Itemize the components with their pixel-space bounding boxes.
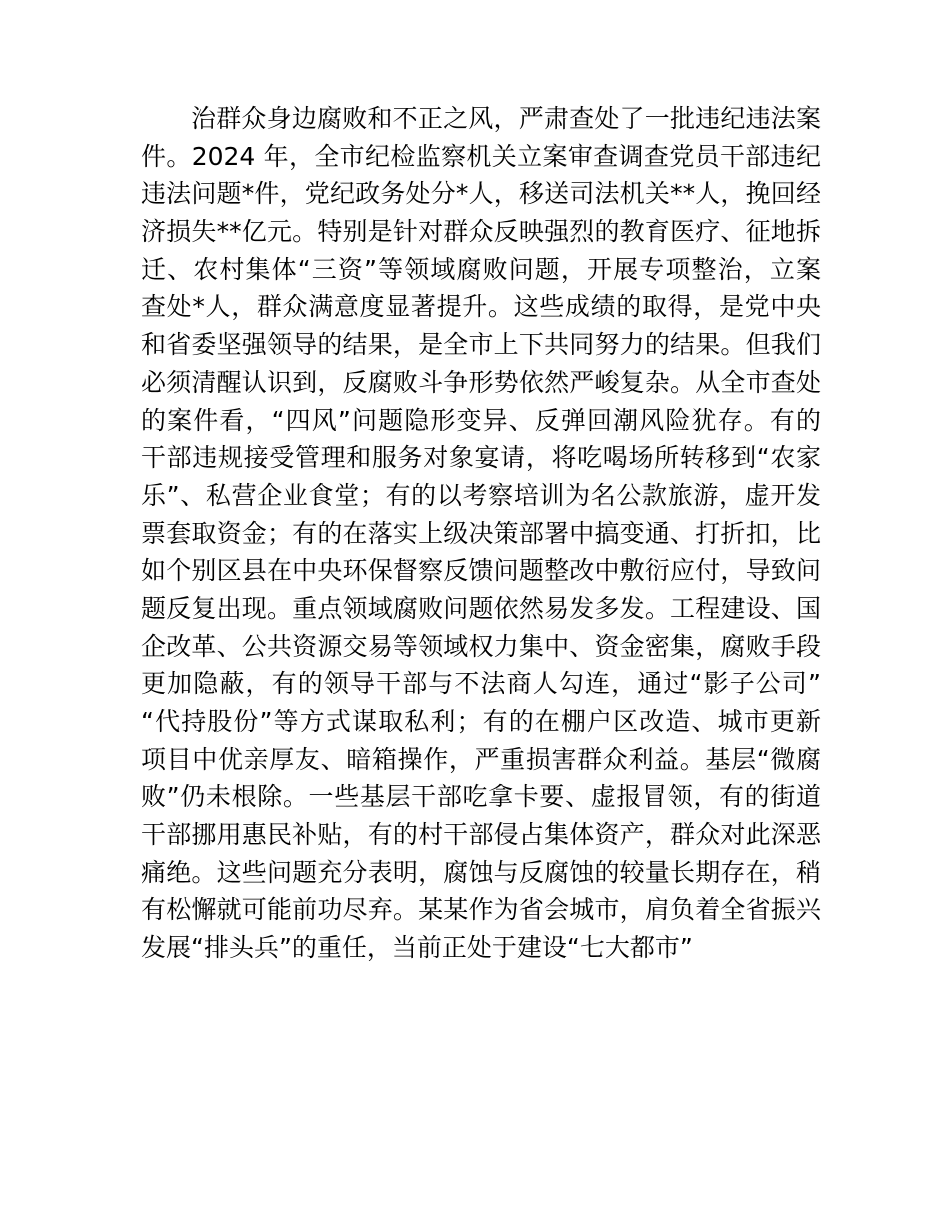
text-line: “代持股份”等方式谋取私利；有的在棚户区改造、城市更新 bbox=[141, 707, 821, 736]
text-line: 票套取资金；有的在落实上级决策部署中搞变通、打折扣，比 bbox=[141, 518, 821, 548]
text-line: 有松懈就可能前功尽弃。某某作为省会城市，肩负着全省振兴 bbox=[141, 895, 821, 925]
text-line: 治群众身边腐败和不正之风，严肃查处了一批违纪违法案 bbox=[191, 104, 821, 133]
text-line: 痛绝。这些问题充分表明，腐蚀与反腐蚀的较量长期存在，稍 bbox=[141, 857, 821, 887]
text-line: 件。2024 年，全市纪检监察机关立案审查调查党员干部违纪 bbox=[141, 141, 821, 171]
text-line: 和省委坚强领导的结果，是全市上下共同努力的结果。但我们 bbox=[141, 330, 821, 360]
text-line: 如个别区县在中央环保督察反馈问题整改中敷衍应付，导致问 bbox=[141, 556, 821, 586]
text-line: 违法问题*件，党纪政务处分*人，移送司法机关**人，挽回经 bbox=[141, 179, 821, 209]
text-line: 企改革、公共资源交易等领域权力集中、资金密集，腐败手段 bbox=[141, 631, 821, 661]
text-line: 题反复出现。重点领域腐败问题依然易发多发。工程建设、国 bbox=[141, 593, 821, 623]
text-line: 更加隐蔽，有的领导干部与不法商人勾连，通过“影子公司” bbox=[141, 669, 821, 699]
text-line: 干部违规接受管理和服务对象宴请，将吃喝场所转移到“农家 bbox=[141, 443, 821, 473]
text-line: 查处*人，群众满意度显著提升。这些成绩的取得，是党中央 bbox=[141, 292, 821, 322]
text-line: 必须清醒认识到，反腐败斗争形势依然严峻复杂。从全市查处 bbox=[141, 367, 821, 397]
body-paragraph bbox=[141, 100, 821, 967]
text-line: 发展“排头兵”的重任，当前正处于建设“七大都市” bbox=[141, 933, 693, 963]
text-line: 济损失**亿元。特别是针对群众反映强烈的教育医疗、征地拆 bbox=[141, 217, 821, 247]
text-line: 干部挪用惠民补贴，有的村干部侵占集体资产，群众对此深恶 bbox=[141, 820, 821, 850]
text-line: 乐”、私营企业食堂；有的以考察培训为名公款旅游，虚开发 bbox=[141, 480, 821, 510]
text-line: 迁、农村集体“三资”等领域腐败问题，开展专项整治，立案 bbox=[141, 254, 821, 284]
text-line: 的案件看，“四风”问题隐形变异、反弹回潮风险犹存。有的 bbox=[141, 405, 821, 435]
text-line: 项目中优亲厚友、暗箱操作，严重损害群众利益。基层“微腐 bbox=[141, 744, 821, 774]
text-line: 败”仍未根除。一些基层干部吃拿卡要、虚报冒领，有的街道 bbox=[141, 782, 821, 812]
